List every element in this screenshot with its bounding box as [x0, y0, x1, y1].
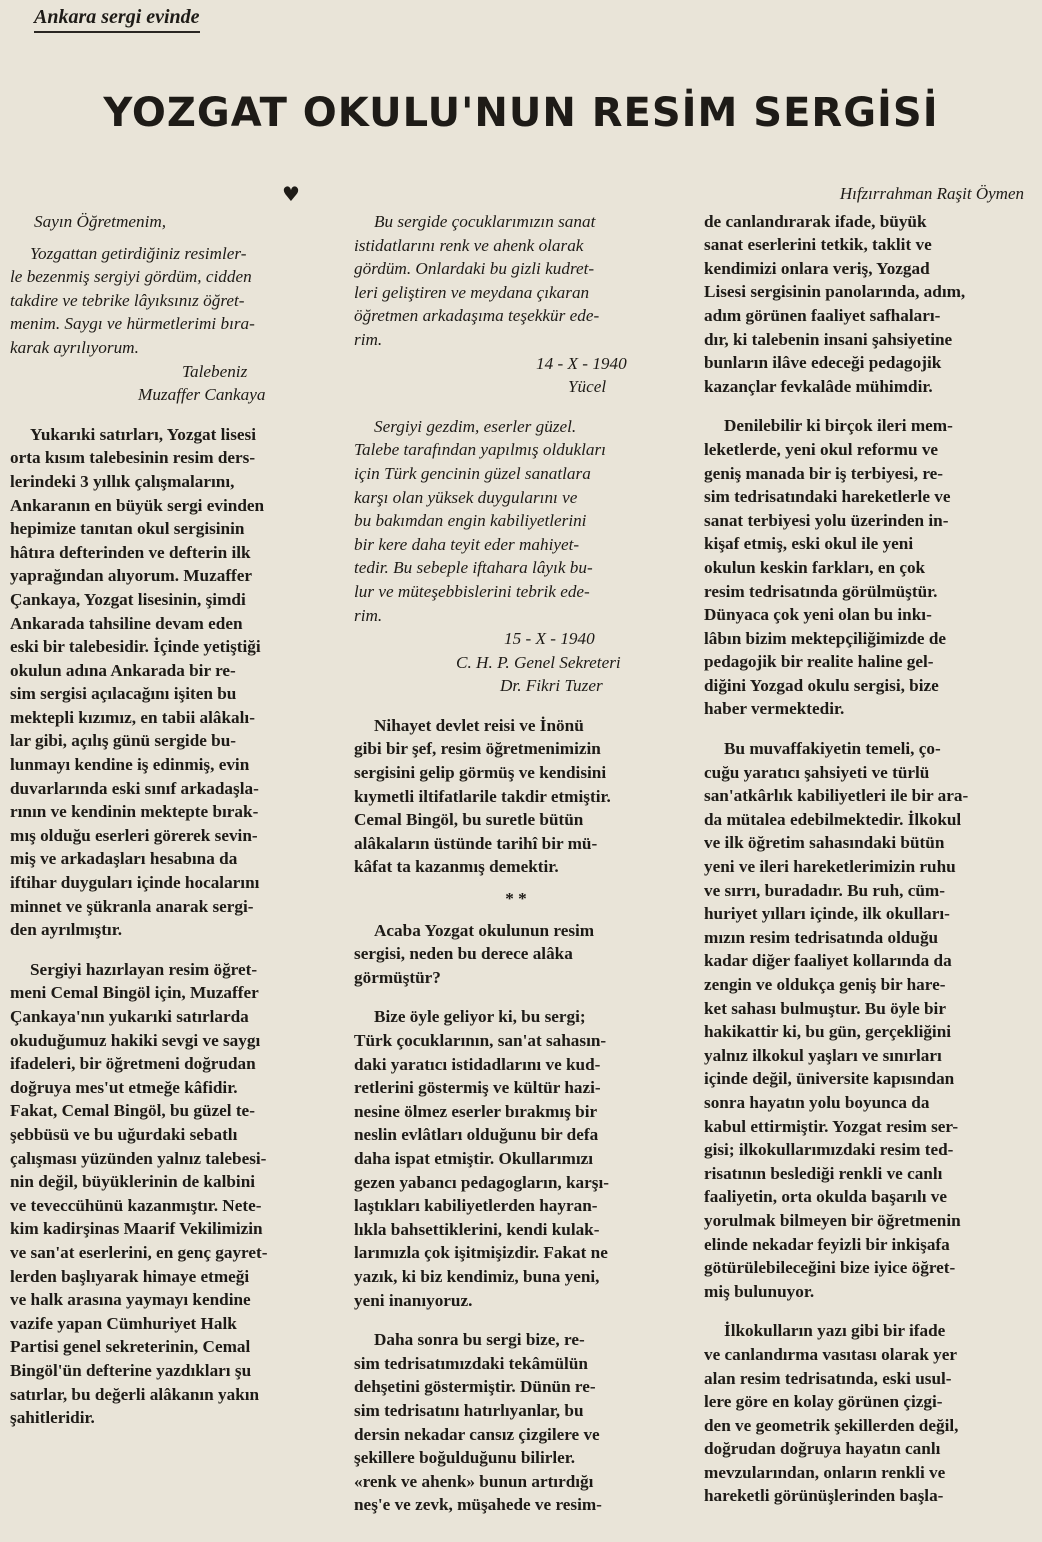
heart-ornament-icon: ♥: [282, 182, 300, 206]
article-headline: YOZGAT OKULU'NUN RESİM SERGİSİ: [103, 90, 939, 136]
quote-yucel-date: 14 - X - 1940: [536, 353, 627, 373]
letter-salutation: Sayın Öğretmenim,: [34, 212, 167, 231]
paragraph: Bu muvaffakiyetin temeli, ço- cuğu yaratıcı şahsiyeti ve türlü san'atkârlık kabiliyetleri ile bir ara- da mütalea edebilmektedir. İlkokul ve ilk öğretim sahasındaki bütün yeni ve ileri hareketlerimizin ruhu ve sırrı, buradadır. Bu ruh, cüm- huriyet yılları içinde, ilk okulları- mızın resim tedrisatında olduğu kadar diğer faaliyet kollarında da zengin ve oldukça geniş bir hare- ket sahası bulmuştur. Bu öyle bir hakikattir ki, bu gün, gerçekliğini yalnız ilkokul yaşları ve sınırları içinde değil, üniversite kapısından sonra hayatın yolu boyunca da kabul ettirmiştir. Yozgat resim ser- gisi; ilkokullarımızdaki resim ted- risatının beslediği renkli ve canlı faaliyetin, orta okulda başarılı ve yorulmak bilmeyen bir öğretmenin elinde nekadar feyizli bir inkişafa götürülebileceğini bize iyice öğret- miş bulunuyor.: [704, 739, 969, 1301]
paragraph: Denilebilir ki birçok ileri mem- leketlerde, yeni okul reformu ve geniş manada bir iş terbiyesi, re- sim tedrisatındaki hareketlerle ve sanat terbiyesi yolu üzerinden in- kişaf etmiş, eski okul ile yeni okulun keskin farkları, en çok resim tedrisatında görülmüştür. Dünyaca çok yeni olan bu inkı- lâbın bizim mektepçiliğimizde de pedagojik bir realite haline gel- diğini Yozgad okulu sergisi, bize haber vermektedir.: [704, 416, 953, 719]
letter-sign-role: Talebeniz: [182, 361, 248, 381]
letter-body: Yozgattan getirdiğiniz resimler- le bezenmiş sergiyi gördüm, cidden takdire ve tebrike lâyıksınız öğret- menim. Saygı ve hürmetlerimi bıra- karak ayrılıyorum.: [10, 243, 255, 357]
paragraph: Acaba Yozgat okulunun resim sergisi, neden bu derece alâka görmüştür?: [354, 920, 595, 987]
column-3: [704, 182, 1034, 1508]
paragraph: Sergiyi hazırlayan resim öğret- meni Cemal Bingöl için, Muzaffer Çankaya'nın yukarıki satırlarda okuduğumuz hakiki sevgi ve saygı ifadeleri, bir öğretmeni doğrudan doğruya mes'ut etmeğe kâfidir. Fakat, Cemal Bingöl, bu güzel te- şebbüsü ve bu uğurdaki sebatlı çalışması yüzünden yalnız talebesi- nin değil, büyüklerinin de kalbini ve teveccühünü kazanmıştır. Nete- kim kadirşinas Maarif Vekilimizin ve san'at eserlerini, en genç gayret- lerden başlıyarak himaye etmeği ve halk arasına yaymayı kendine vazife yapan Cümhuriyet Halk Partisi genel sekreterinin, Cemal Bingöl'ün defterine yazdıkları şu satırlar, bu değerli alâkanın yakın şahitleridir.: [10, 959, 268, 1428]
author-byline: Hıfzırrahman Raşit Öymen: [839, 184, 1024, 203]
quote-tuzer-name: Dr. Fikri Tuzer: [500, 676, 603, 696]
paragraph: Yukarıki satırları, Yozgat lisesi orta kısım talebesinin resim ders- lerindeki 3 yıllık çalışmalarını, Ankaranın en büyük sergi evinden hepimize tanıtan okul sergisinin hâtıra defterinden ve defterin ilk yaprağından alıyorum. Muzaffer Çankaya, Yozgat lisesinin, şimdi Ankarada tahsiline devam eden eski bir talebesidir. İçinde yetiştiği okulun adına Ankarada bir re- sim sergisi açılacağını işiten bu mektepli kızımız, en tabii alâkalı- lar gibi, açılış günü sergide bu- lunmayı kendine iş edinmiş, evin duvarlarında eski sınıf arkadaşla- rının ve kendinin mektepte bırak- mış olduğu eserleri görerek sevin- miş ve arkadaşları hesabına da iftihar duyguları içinde hocalarını minnet ve şükranla anarak sergi- den ayrılmıştır.: [10, 424, 265, 940]
quote-tuzer-date: 15 - X - 1940: [504, 629, 595, 649]
paragraph: Daha sonra bu sergi bize, re- sim tedrisatımızdaki tekâmülün dehşetini göstermiştir. Dünün re- sim tedrisatını hatırlıyanlar, bu dersin nekadar cansız çizgilere ve şekillere boğulduğunu bilirler. «renk ve ahenk» bunun artırdığı neş'e ve zevk, müşahede ve resim-: [354, 1330, 602, 1515]
quote-tuzer: Sergiyi gezdim, eserler güzel. Talebe tarafından yapılmış oldukları için Türk gencinin güzel sanatlara karşı olan yüksek duygularını ve bu bakımdan engin kabiliyetlerini bir kere daha teyit eder mahiyet- tedir. Bu sebeple iftahara lâyık bu- lur ve müteşebbislerini tebrik ede- rim.: [354, 416, 606, 625]
quote-yucel-sign: Yücel: [568, 377, 607, 397]
letter-sign-name: Muzaffer Cankaya: [138, 385, 266, 405]
paragraph: de canlandırarak ifade, büyük sanat eserlerini tetkik, taklit ve kendimizi onlara veriş, Yozgad Lisesi sergisinin panolarında, adım, adım görünen faaliyet safhaları- dır, ki talebenin insani şahsiyetine bunların ilâve edeceği pedagojik kazançlar fevkalâde mühimdir.: [704, 211, 966, 396]
section-kicker: Ankara sergi evinde: [34, 6, 200, 33]
section-divider: * *: [505, 889, 527, 909]
paragraph: Nihayet devlet reisi ve İnönü gibi bir şef, resim öğretmenimizin sergisini gelip görmüş ve kendisini kıymetli iltifatlarile takdir etmiştir. Cemal Bingöl, bu suretle bütün alâkaların üstünde tarihî bir mü- kâfat ta kazanmış demektir.: [354, 715, 611, 877]
quote-tuzer-role: C. H. P. Genel Sekreteri: [456, 652, 621, 672]
paragraph: İlkokulların yazı gibi bir ifade ve canlandırma vasıtası olarak yer alan resim tedrisatında, eski usul- lere göre en kolay görünen çizgi- den ve geometrik şekillerden değil, doğrudan doğruya hayatın canlı mevzularından, onların renkli ve hareketli görünüşlerinden başla-: [704, 1321, 959, 1506]
column-2: [354, 210, 678, 1517]
column-1: [10, 210, 328, 1430]
quote-yucel: Bu sergide çocuklarımızın sanat istidatlarını renk ve ahenk olarak gördüm. Onlardaki bu gizli kudret- leri geliştiren ve meydana çıkaran öğretmen arkadaşıma teşekkür ede- rim.: [354, 212, 600, 349]
paragraph: Bize öyle geliyor ki, bu sergi; Türk çocuklarının, san'at sahasın- daki yaratıcı istidadlarını ve kud- retlerini göstermiş ve kültür hazi- nesine ölmez eserler bırakmış bir neslin evlâtları olduğunu bir defa daha ispat etmiştir. Okullarımızı gezen yabancı pedagogların, karşı- laştıkları kabiliyetlerden hayran- lıkla bahsettiklerini, kendi kulak- larımızla çok işitmişizdir. Fakat ne yazık, ki biz kendimiz, buna yeni, yeni inanıyoruz.: [354, 1007, 609, 1310]
